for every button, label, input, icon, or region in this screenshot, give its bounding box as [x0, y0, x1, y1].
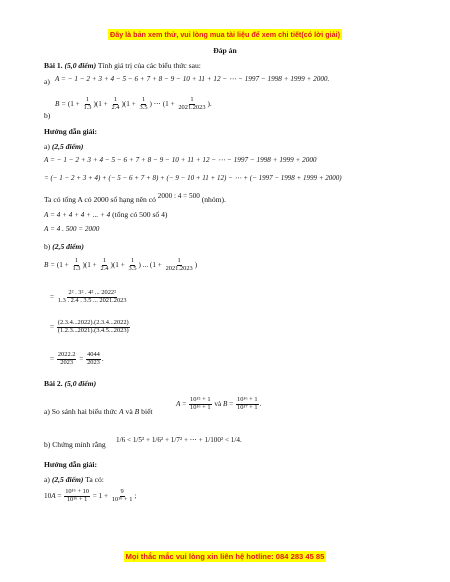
problem-1a-expression: A = − 1 − 2 + 3 + 4 − 5 − 6 + 7 + 8 − 9 − 10 + 11 + 12 − ⋯ − 1997 − 1998 + 1999 + 2000. — [55, 75, 330, 83]
page-title: Đáp án — [213, 46, 237, 55]
solution-1a-result: A = 4 . 500 = 2000 — [44, 225, 100, 233]
problem-2a-text: a) So sánh hai biểu thức A và B biết — [44, 407, 153, 416]
solution-1a-line1: A = − 1 − 2 + 3 + 4 − 5 − 6 + 7 + 8 − 9 − 10 + 11 + 12 − ⋯ − 1997 − 1998 + 1999 + 2000 — [44, 156, 317, 164]
solution-1b-line1: B = (1 + $\frac{1}{1.3}$ )(1 + $\frac{1}{2.4}$ )(1 + $\frac{1}{3.5}$ ) ... (1 + $\frac{1}{2021.2023}$ ) — [44, 257, 198, 272]
problem-2-header: Bài 2. (5,0 điểm) — [44, 379, 97, 388]
solution-1a-line2: = (− 1 − 2 + 3 + 4) + (− 5 − 6 + 7 + 8) + (− 9 − 10 + 11 + 12) − ⋯ + (− 1997 − 1998 + 1999 + 2000) — [44, 174, 342, 182]
preview-banner: Đây là bản xem thử, vui lòng mua tài liệu để xem chi tiết(có lời giải) — [110, 30, 340, 39]
solution-1b-line3: = $\frac{(2.3.4...2022).(2.3.4...2022)}{(1.2.3...2021).(3.4.5...2023)}$ — [50, 319, 129, 334]
problem-1a-label: a) — [44, 77, 50, 86]
solution-2a-expression: 10A = $\frac{\text{10¹⁶ + 10}}{\text{10¹⁶ + 1}}$ = 1 + $\frac{9}{\text{10¹⁶ + 1}}$ ; — [44, 488, 137, 503]
problem-2a-expression: A = $\frac{\text{10¹⁵ + 1}}{\text{10¹⁶ + 1}}$ và B = $\frac{\text{10¹⁶ + 1}}{\text{10¹⁷ + 1}}$ . — [176, 396, 262, 411]
solution-1a-text: Ta có tổng A có 2000 số hạng nên có 2000 : 4 = 500 (nhóm). — [44, 192, 226, 204]
problem-1b-label: b) — [44, 111, 51, 120]
solution-2a-label: a) (2,5 điểm) Ta có: — [44, 475, 104, 484]
solution-1b-line2: = $\frac{\text{2² . 3² . 4² ... 2022²}}{1.3 . 2.4 . 3.5 ... 2021.2023}$ — [50, 289, 127, 304]
problem-2b-expression: 1/6 < 1/5² + 1/6² + 1/7² + ⋯ + 1/100² < 1/4. — [116, 436, 242, 444]
problem-2b-text: b) Chứng minh rằng — [44, 440, 106, 449]
solution-1a-label: a) (2,5 điểm) — [44, 142, 84, 151]
hotline-banner: Mọi thắc mắc vui lòng xin liên hệ hotline: 084 283 45 85 — [125, 552, 325, 561]
problem-1-header: Bài 1. (5,0 điểm) Tính giá trị của các biểu thức sau: — [44, 61, 201, 70]
solution-1a-sum: A = 4 + 4 + 4 + ... + 4 (tổng có 500 số 4) — [44, 210, 168, 219]
solution-heading-2: Hướng dẫn giải: — [44, 460, 98, 469]
problem-1b-expression: B = (1 + $\frac{1}{1.3}$ )(1 + $\frac{1}{2.4}$ )(1 + $\frac{1}{3.5}$ ) ⋯ (1 + $\frac{1}{2021.2023}$ ). — [55, 96, 212, 111]
solution-1b-line4: = $\frac{2022.2}{2023}$ = $\frac{4044}{2023}$ . — [50, 351, 104, 366]
solution-heading-1: Hướng dẫn giải: — [44, 127, 98, 136]
solution-1b-label: b) (2,5 điểm) — [44, 242, 84, 251]
